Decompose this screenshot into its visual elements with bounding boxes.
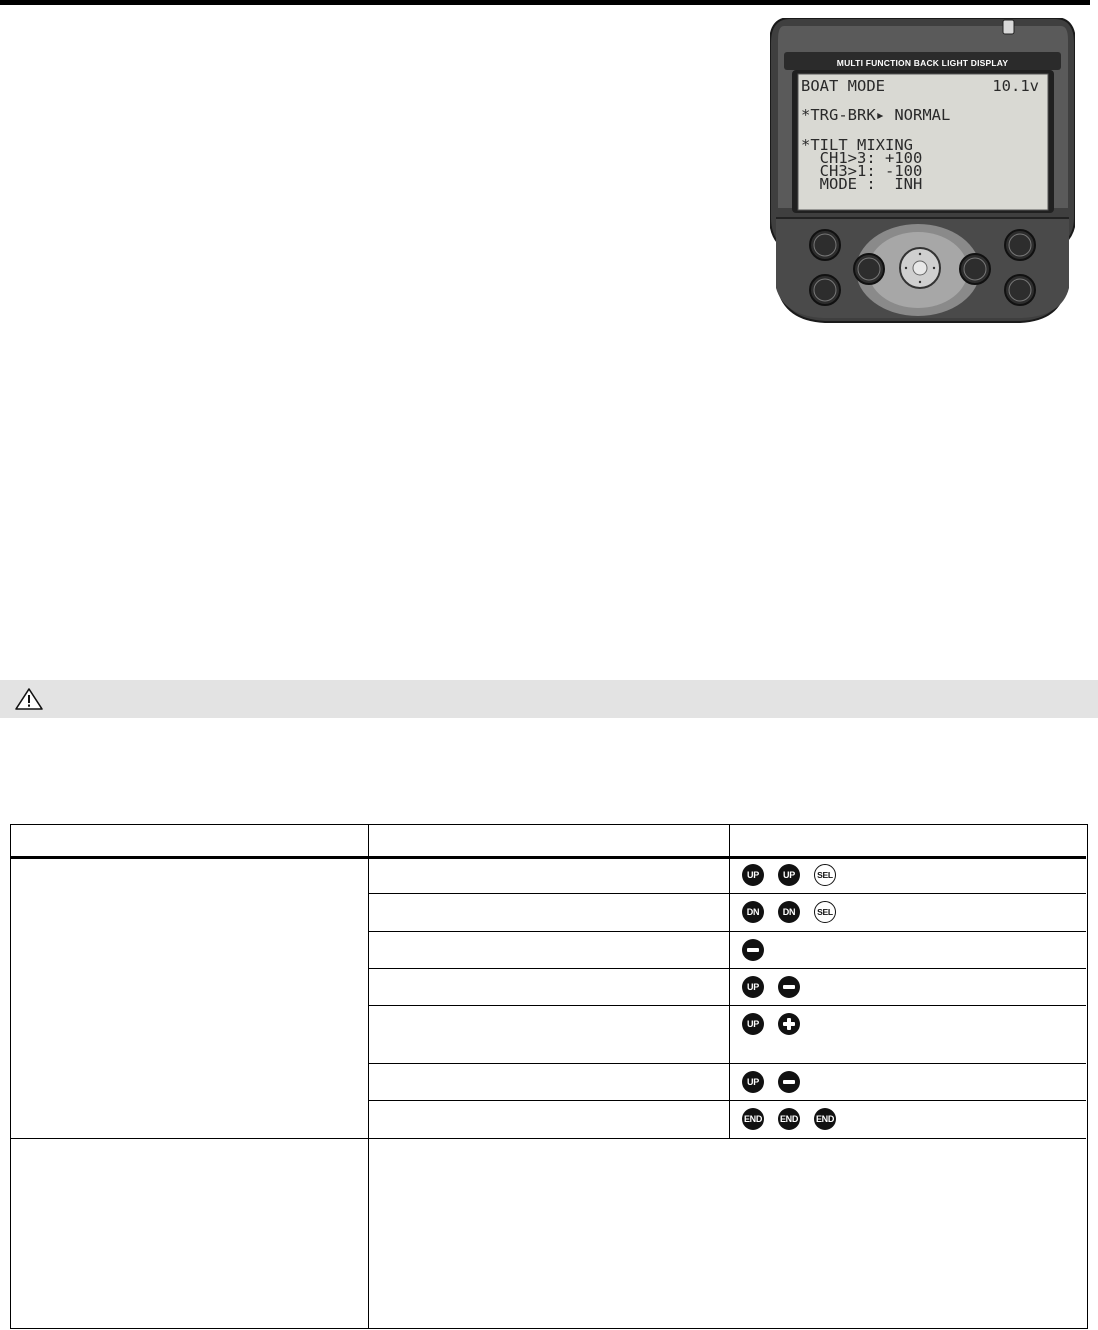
row-divider: [368, 1100, 1086, 1101]
display-header-label: MULTI FUNCTION BACK LIGHT DISPLAY: [836, 58, 1009, 68]
row-divider: [368, 968, 1086, 969]
up-key-icon: UP: [742, 1071, 764, 1093]
warning-triangle-icon: [14, 687, 44, 711]
procedure-table: [10, 824, 1088, 1329]
sel-key-icon: SEL: [814, 901, 836, 923]
lcd-mode-title: BOAT MODE: [801, 77, 885, 95]
header-divider: [11, 856, 1086, 859]
key-sequence: [742, 1069, 800, 1095]
end-key-icon: END: [814, 1108, 836, 1130]
end-key-icon: END: [778, 1108, 800, 1130]
transmitter-illustration: [770, 18, 1075, 323]
minus-key-icon: [778, 1071, 800, 1093]
column-divider: [368, 825, 369, 1328]
lcd-ch3-1: CH3>1: -100: [801, 162, 923, 180]
minus-key-icon: [778, 976, 800, 998]
key-sequence: [742, 1011, 800, 1037]
minus-key-icon: [742, 939, 764, 961]
lcd-mode: MODE : INH: [801, 175, 923, 193]
section-divider: [11, 1138, 1086, 1139]
plus-key-icon: [778, 1013, 800, 1035]
lcd-screen: [801, 75, 1045, 210]
lcd-tilt-mixing: *TILT MIXING: [801, 136, 913, 154]
lcd-trg-brk: *TRG-BRK▸ NORMAL: [801, 106, 951, 124]
key-sequence: [742, 862, 836, 888]
column-divider: [729, 825, 730, 1139]
lcd-voltage: 10.1v: [992, 77, 1039, 95]
key-sequence: [742, 937, 764, 963]
dn-key-icon: DN: [742, 901, 764, 923]
up-key-icon: UP: [742, 1013, 764, 1035]
key-sequence: [742, 974, 800, 1000]
up-key-icon: UP: [742, 864, 764, 886]
key-sequence: [742, 1106, 836, 1132]
warning-bar: [0, 680, 1098, 718]
dn-key-icon: DN: [778, 901, 800, 923]
lcd-ch1-3: CH1>3: +100: [801, 149, 923, 167]
row-divider: [368, 1063, 1086, 1064]
end-key-icon: END: [742, 1108, 764, 1130]
up-key-icon: UP: [778, 864, 800, 886]
key-sequence: [742, 899, 836, 925]
up-key-icon: UP: [742, 976, 764, 998]
row-divider: [368, 931, 1086, 932]
sel-key-icon: SEL: [814, 864, 836, 886]
top-rule: [0, 0, 1090, 5]
row-divider: [368, 893, 1086, 894]
row-divider: [368, 1005, 1086, 1006]
